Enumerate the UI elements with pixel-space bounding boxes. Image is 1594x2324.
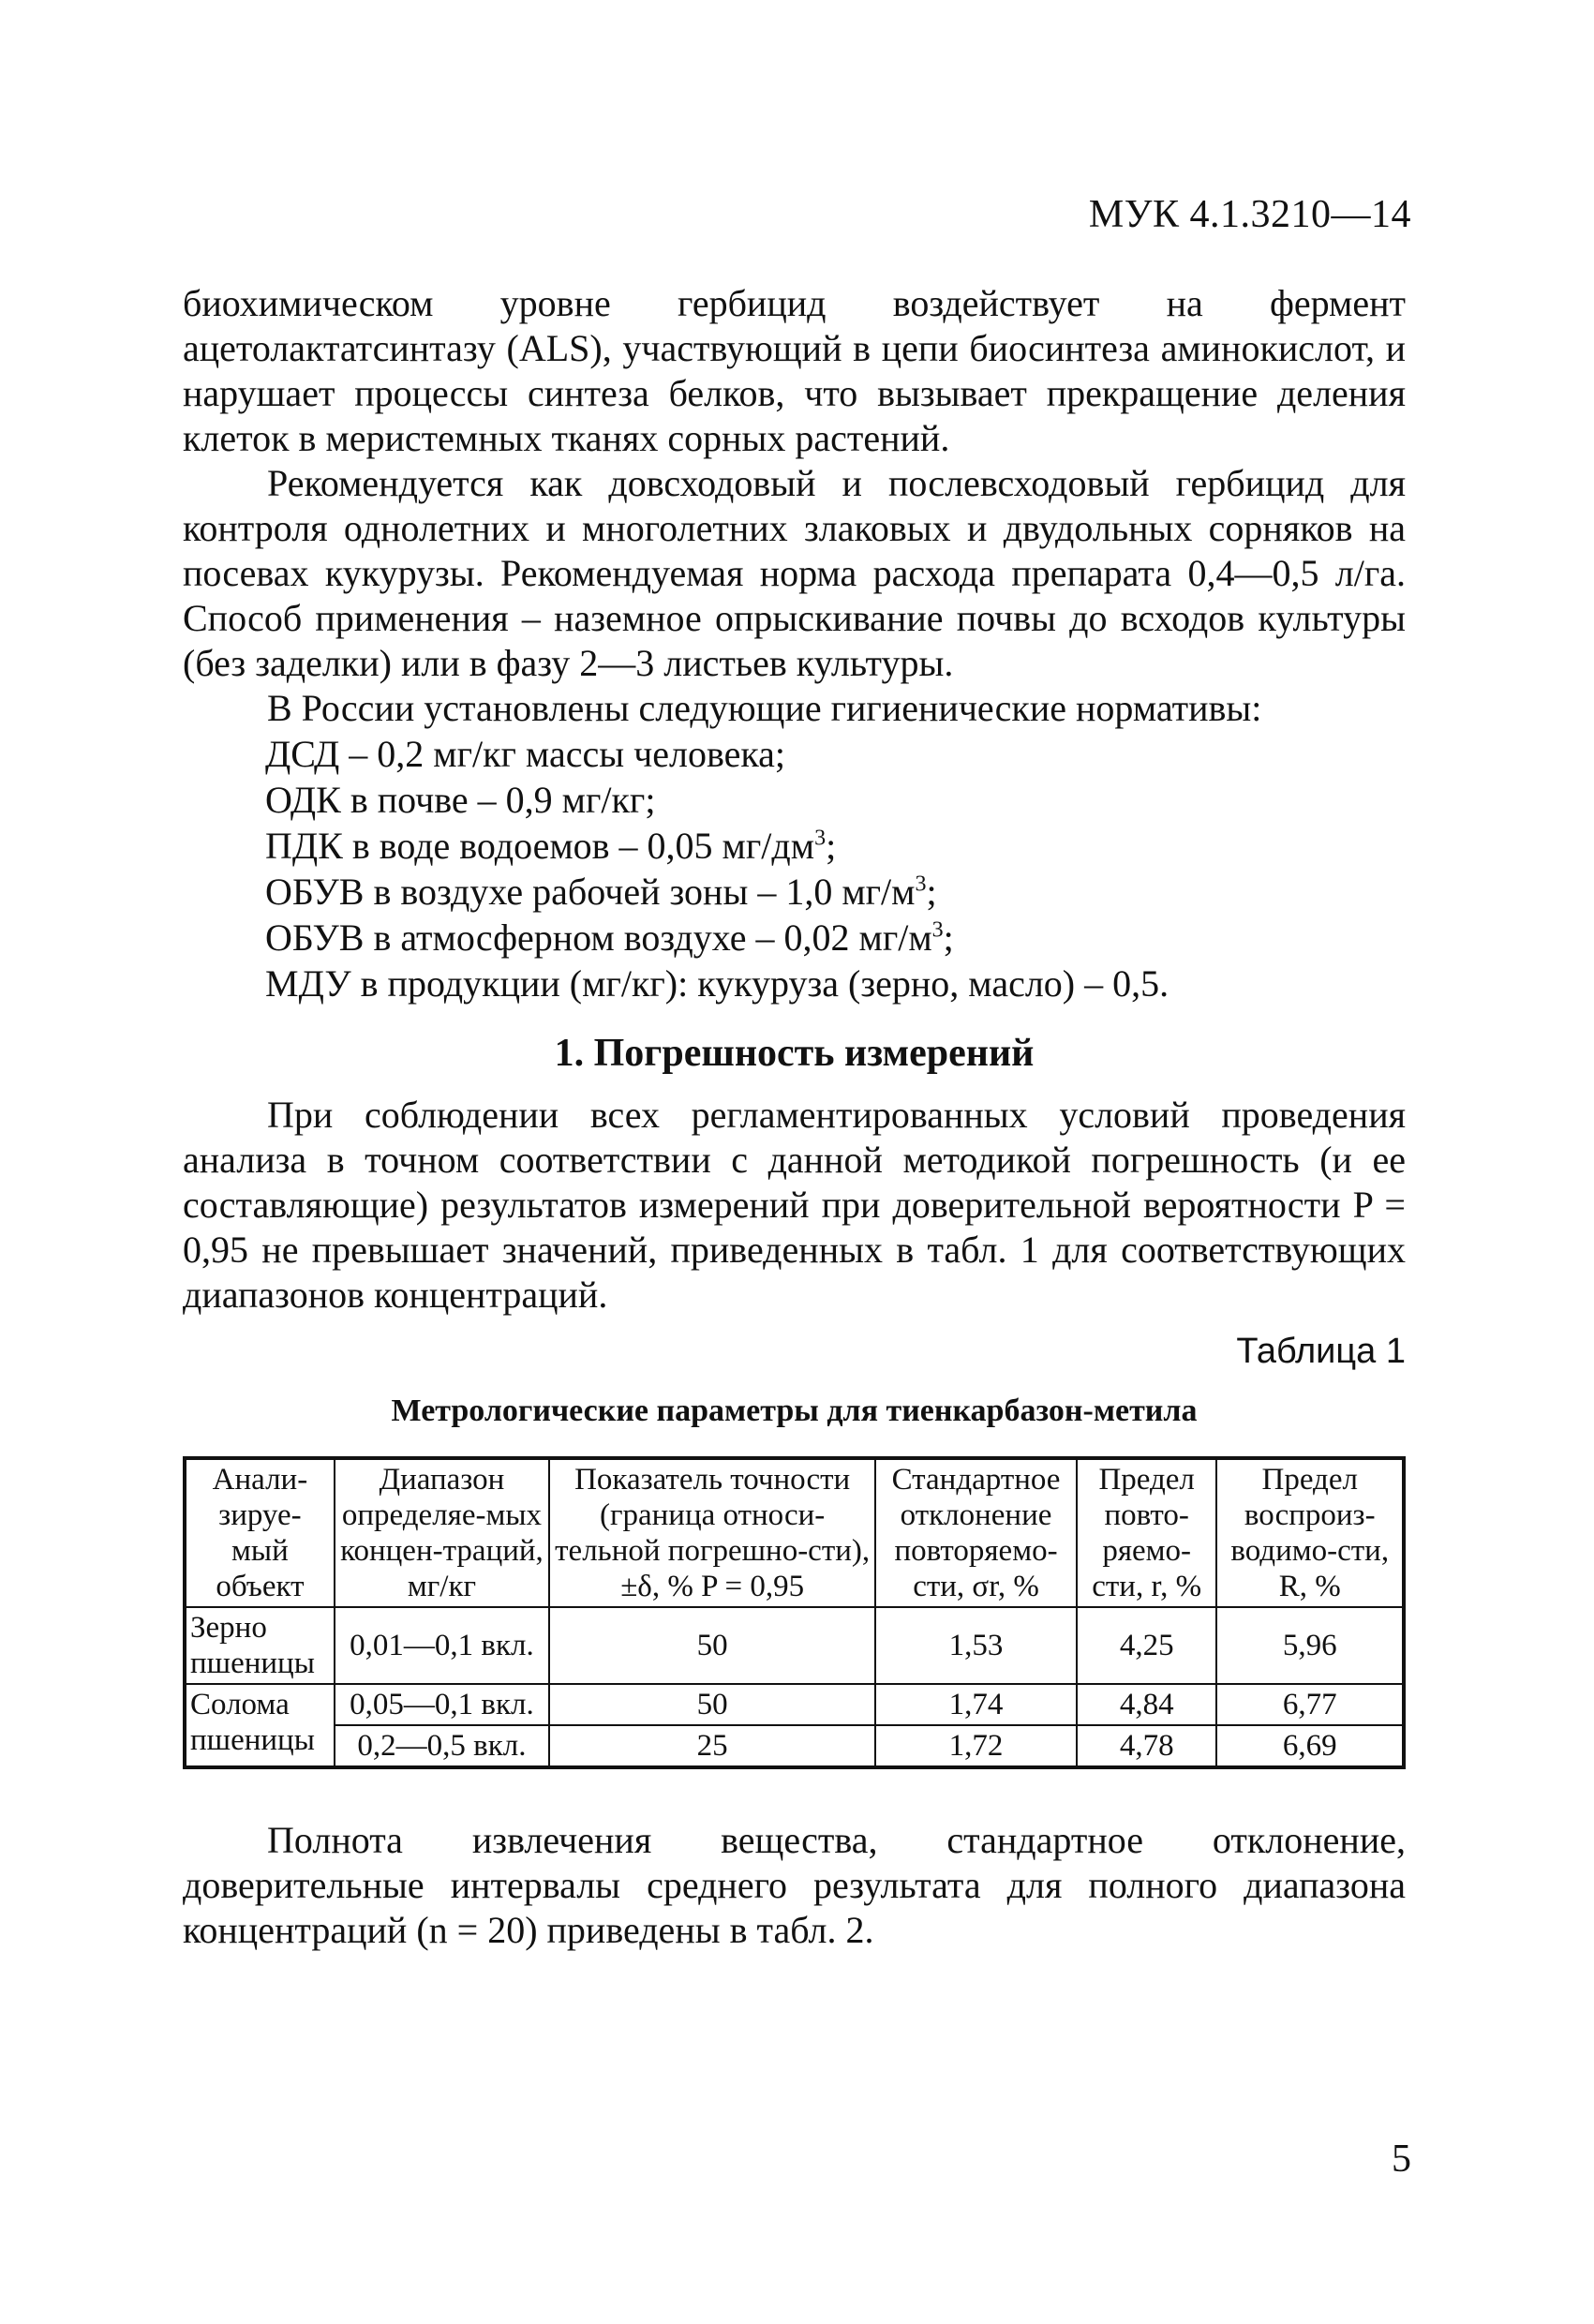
table-cell: Зерно пшеницы [185, 1607, 335, 1684]
paragraph: При соблюдении всех регламентированных условий проведения анализа в точном соответствии с данной методикой погрешность (и ее составляющие) результатов измерений при доверительной вероятности P = 0,95 не превышает значений, приведенных в табл. 1 для соответствующих диапазонов концентраций. [183, 1094, 1406, 1316]
table-cell: 1,53 [875, 1607, 1077, 1684]
table-cell: 50 [549, 1607, 875, 1684]
column-header: Анали-зируе-мый объект [185, 1458, 335, 1607]
table-row [185, 1607, 1404, 1684]
list-item: ДСД – 0,2 мг/кг массы человека; [265, 733, 786, 775]
column-header: Диапазон определяе-мых концен-траций, мг/кг [335, 1458, 549, 1607]
column-header: Предел повто-ряемо-сти, r, % [1077, 1458, 1217, 1607]
page-body [183, 281, 1406, 1953]
table-cell: 0,01—0,1 вкл. [335, 1607, 549, 1684]
table-title: Метрологические параметры для тиенкарбазон-метила [391, 1393, 1198, 1428]
column-header: Стандартное отклонение повторяемо-сти, σr, % [875, 1458, 1077, 1607]
table-cell: 1,72 [875, 1725, 1077, 1767]
table-cell: 4,25 [1077, 1607, 1217, 1684]
paragraph: Полнота извлечения вещества, стандартное отклонение, доверительные интервалы среднего результата для полного диапазона концентраций (n = 20) приведены в табл. 2. [183, 1819, 1406, 1951]
table-cell: 6,77 [1216, 1684, 1404, 1725]
table-cell: 1,74 [875, 1684, 1077, 1725]
table-row [185, 1684, 1404, 1725]
column-header: Предел воспроиз-водимо-сти, R, % [1216, 1458, 1404, 1607]
hygiene-norms-list [183, 731, 1406, 1006]
table-caption: Таблица 1 [1236, 1332, 1406, 1371]
table-cell: 50 [549, 1684, 875, 1725]
list-item: ПДК в воде водоемов – 0,05 $мг/дм^3$; [265, 825, 837, 867]
table-cell: 0,05—0,1 вкл. [335, 1684, 549, 1725]
table-cell: 5,96 [1216, 1607, 1404, 1684]
paragraph: В России установлены следующие гигиенические нормативы: [267, 687, 1262, 729]
list-item: ОБУВ в атмосферном воздухе – 0,02 $мг/м^3$; [265, 916, 954, 959]
table-header-row [185, 1458, 1404, 1607]
paragraph: Рекомендуется как довсходовый и послевсходовый гербицид для контроля однолетних и многолетних злаковых и двудольных сорняков на посевах кукурузы. Рекомендуемая норма расхода препарата 0,4—0,5 л/га. Способ применения – наземное опрыскивание почвы до всходов культуры (без заделки) или в фазу 2—3 листьев культуры. [183, 462, 1406, 684]
section-heading: 1. Погрешность измерений [554, 1032, 1035, 1075]
table-cell: 4,78 [1077, 1725, 1217, 1767]
list-item: ОБУВ в воздухе рабочей зоны – 1,0 $мг/м^3$; [265, 871, 937, 913]
table-cell: Солома пшеницы [185, 1684, 335, 1767]
document-id: МУК 4.1.3210—14 [1088, 193, 1411, 236]
table-row [185, 1725, 1404, 1767]
table-cell: 6,69 [1216, 1725, 1404, 1767]
table-cell: 25 [549, 1725, 875, 1767]
list-item: МДУ в продукции (мг/кг): кукуруза (зерно, масло) – 0,5. [265, 962, 1169, 1005]
column-header: Показатель точности (граница относи-тельной погрешно-сти), ±δ, % P = 0,95 [549, 1458, 875, 1607]
table-cell: 4,84 [1077, 1684, 1217, 1725]
paragraph: биохимическом уровне гербицид воздействует на фермент ацетолактатсинтазу (ALS), участвующий в цепи биосинтеза аминокислот, и нарушает процессы синтеза белков, что вызывает прекращение деления клеток в меристемных тканях сорных растений. [183, 282, 1406, 459]
metrology-table [183, 1456, 1406, 1769]
list-item: ОДК в почве – 0,9 мг/кг; [265, 779, 656, 821]
table-cell: 0,2—0,5 вкл. [335, 1725, 549, 1767]
page-number: 5 [1392, 2138, 1411, 2181]
